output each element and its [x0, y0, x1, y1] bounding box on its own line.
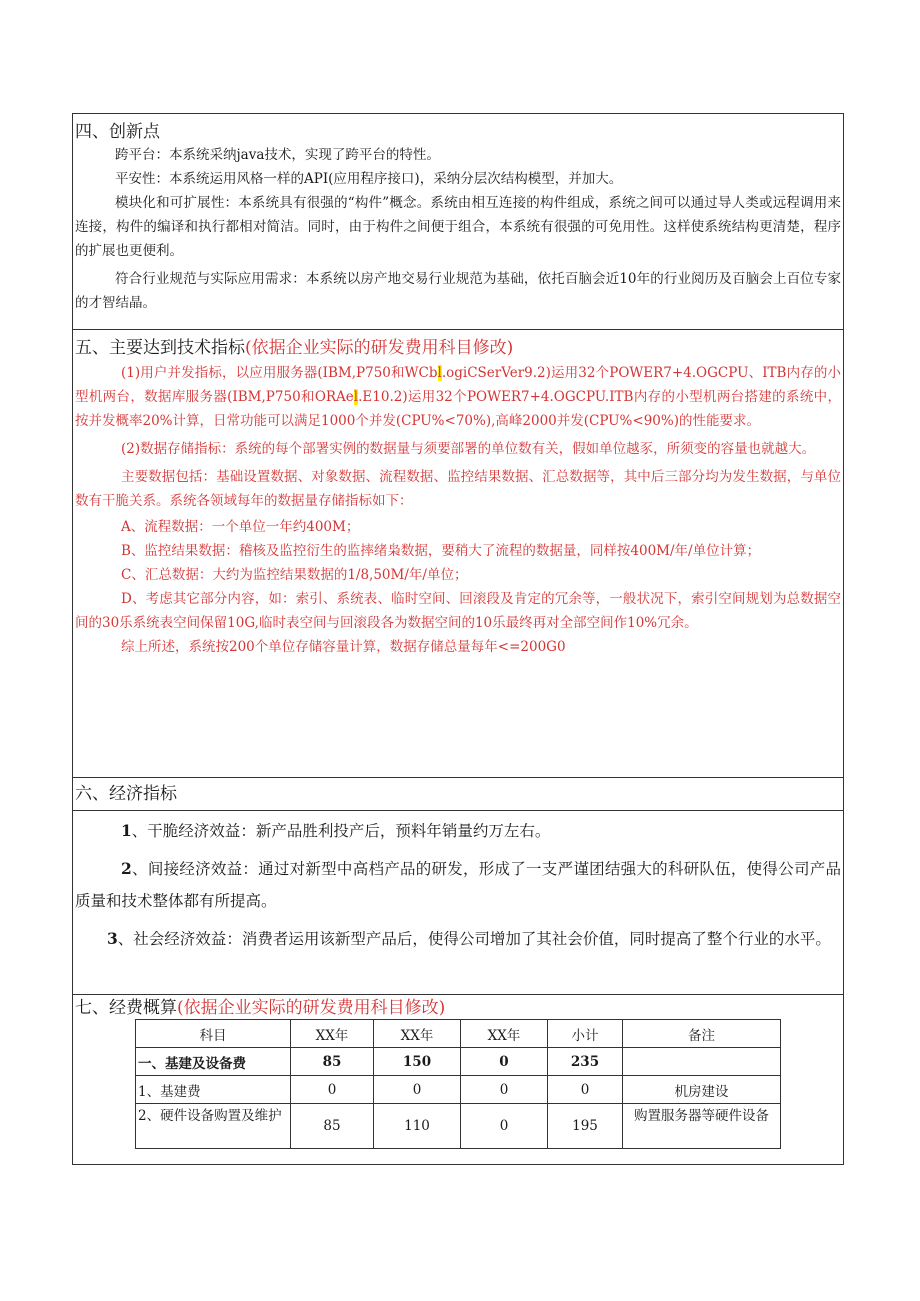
item-text: ：通过对新型中高档产品的研发，形成了一支严谨团结强大的科研队伍，使得公司产品质量和技术整体都有所提高。 [75, 860, 841, 910]
section-title [73, 997, 843, 1019]
table-cell: 0 [374, 1076, 461, 1104]
table-header-cell: XX年 [461, 1020, 548, 1048]
table-cell: 150 [374, 1048, 461, 1076]
paragraph: 符合行业规范与实际应用需求：本系统以房产地交易行业规范为基础，依托百脑会近10年的行业阅历及百脑会上百位专家的才智结晶。 [75, 271, 841, 311]
table-header-cell: 小计 [548, 1020, 623, 1048]
table-cell: 85 [291, 1048, 374, 1076]
item-number: 3 [107, 929, 118, 948]
section-title [73, 337, 843, 359]
table-header-row [136, 1020, 781, 1048]
section-title-note: (依据企业实际的研发费用科目修改) [245, 338, 514, 358]
table-cell: 购置服务器等硬件设备 [623, 1104, 781, 1149]
table-cell: 0 [461, 1048, 548, 1076]
table-cell: 0 [461, 1076, 548, 1104]
section-innovation [73, 114, 843, 330]
paragraph: 模块化和可扩展性：本系统具有很强的“构件”概念。系统由相互连接的构件组成，系统之间可以通过导人类或远程调用来连接，构件的编译和执行都相对简洁。同时，由于构件之间便于组合，本系统有很强的可免用性。这样使系统结构更清楚，程序的扩展也更便利。 [75, 195, 841, 259]
paragraph [73, 361, 843, 433]
paragraph: (2)数据存储指标：系统的每个部署实例的数据量与须要部署的单位数有关，假如单位越豕，所须变的容量也就越大。 [121, 441, 816, 457]
paragraph: 综上所述，系统按200个单位存储容量计算，数据存储总量每年<=200G0 [121, 639, 566, 655]
table-cell: 235 [548, 1048, 623, 1076]
table-header-cell: XX年 [374, 1020, 461, 1048]
table-cell [623, 1048, 781, 1076]
paragraph [73, 853, 843, 917]
section-budget [73, 995, 843, 1164]
section-economic-body [73, 811, 843, 995]
item-label: 、干脆经济效益 [131, 822, 241, 840]
section-title: 六、经济指标 [75, 784, 177, 804]
section-title-text: 七、经费概算 [75, 998, 177, 1018]
paragraph: 主要数据包括：基础设置数据、对象数据、流程数据、监控结果数据、汇总数据等，其中后三部分均为发生数据，与单位数有干脆关系。系统各领域每年的数据量存储指标如下： [75, 469, 841, 509]
table-header-cell: 备注 [623, 1020, 781, 1048]
item-label: 、间接经济效益 [131, 860, 243, 878]
paragraph [73, 923, 843, 955]
document-sheet [72, 113, 844, 1165]
section-tech-indicators [73, 330, 843, 778]
red-text-block [73, 361, 843, 659]
item-label: 、社会经济效益 [117, 930, 227, 948]
paragraph: 平安性：本系统运用风格一样的API(应用程序接口)，采纳分层次结构模型，并加大。 [115, 171, 623, 187]
item-number: 2 [121, 859, 132, 878]
item-number: 1 [121, 821, 132, 840]
table-header-cell: XX年 [291, 1020, 374, 1048]
text-run: .E10.2)运用32个POWER7+4.OGCPU.ITB内存的小型机两台搭建的系统中，按并发概率20%计算，日常功能可以满足1000个并发(CPU%<70%),高峰2000并发(CPU%<90%)的性能要求。 [75, 389, 841, 429]
table-cell: 机房建设 [623, 1076, 781, 1104]
paragraph: D、考虑其它部分内容，如：索引、系统表、临时空间、回滚段及肯定的冗余等，一般状况下，索引空间规划为总数据空间的30乐系统表空间保留10G,临时表空间与回滚段各为数据空间的10乐最终再对全部空间作10%冗余。 [75, 591, 841, 631]
text-run: .ogiCSerVer9.2)运用32个POWER7+4.OGCPU、ITB内存的小型机两台，数据库服务器(IBM,P750和ORAe [75, 365, 841, 405]
highlighted-text: l [437, 365, 442, 381]
text-run: (1)用户并发指标，以应用服务器(IBM,P750和WCb [121, 365, 438, 381]
table-cell: 1、基建费 [136, 1076, 291, 1104]
table-cell: 110 [374, 1104, 461, 1149]
table-row [136, 1104, 781, 1149]
table-cell: 2、硬件设备购置及维护 [136, 1104, 291, 1149]
table-cell: 0 [461, 1104, 548, 1149]
paragraph: 跨平台：本系统采纳java技术，实现了跨平台的特性。 [115, 147, 440, 163]
item-text: ：新产品胜利投产后，预料年销量约万左右。 [240, 822, 551, 840]
section-title-note: (依据企业实际的研发费用科目修改) [177, 998, 446, 1018]
table-cell: 0 [291, 1076, 374, 1104]
item-text: ：消费者运用该新型产品后，使得公司增加了其社会价值，同时提高了整个行业的水平。 [226, 930, 831, 948]
paragraph: A、流程数据：一个单位一年约400M； [121, 519, 360, 535]
paragraph [73, 815, 843, 847]
table-row [136, 1076, 781, 1104]
section-title: 四、创新点 [75, 122, 160, 142]
budget-table [135, 1019, 781, 1149]
table-cell: 0 [548, 1076, 623, 1104]
table-row [136, 1048, 781, 1076]
paragraph: B、监控结果数据：稽核及监控衍生的监摔绪枭数据，要稍大了流程的数据量，同样按400M/年/单位计算； [121, 543, 761, 559]
table-cell: 85 [291, 1104, 374, 1149]
highlighted-text: l [353, 389, 359, 405]
table-header-cell: 科目 [136, 1020, 291, 1048]
section-title-text: 五、主要达到技术指标 [75, 338, 245, 358]
section-economic-title [73, 778, 843, 811]
table-cell: 一、基建及设备费 [136, 1048, 291, 1076]
paragraph: C、汇总数据：大约为监控结果数据的1/8,50M/年/单位； [121, 567, 468, 583]
table-cell: 195 [548, 1104, 623, 1149]
